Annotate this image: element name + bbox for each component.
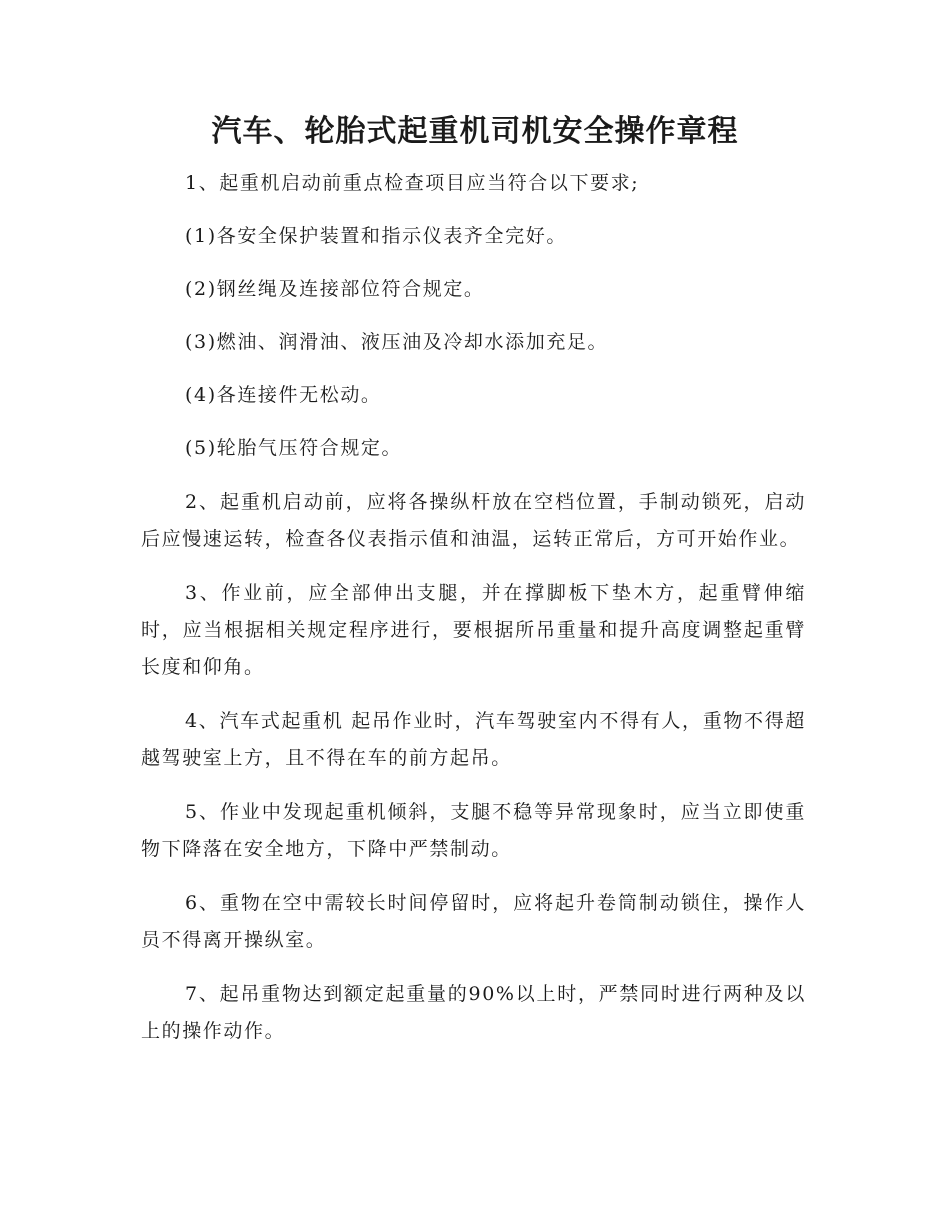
- sub-item-2: (2)钢丝绳及连接部位符合规定。: [185, 278, 485, 300]
- sub-item-1: (1)各安全保护装置和指示仪表齐全完好。: [185, 225, 567, 247]
- paragraph-6: 6、重物在空中需较长时间停留时，应将起升卷筒制动锁住，操作人员不得离开操纵室。: [141, 892, 806, 951]
- sub-item-4: (4)各连接件无松动。: [185, 384, 382, 406]
- paragraph-7: 7、起吊重物达到额定起重量的90%以上时，严禁同时进行两种及以上的操作动作。: [141, 983, 806, 1042]
- sub-item-5: (5)轮胎气压符合规定。: [185, 437, 403, 459]
- paragraph-1: 1、起重机启动前重点检查项目应当符合以下要求;: [185, 172, 640, 194]
- document-body: [141, 165, 806, 1050]
- paragraph-5: 5、作业中发现起重机倾斜，支腿不稳等异常现象时，应当立即使重物下降落在安全地方，下降中严禁制动。: [141, 801, 806, 860]
- sub-item-3: (3)燃油、润滑油、液压油及冷却水添加充足。: [185, 331, 609, 353]
- paragraph-3: 3、作业前，应全部伸出支腿，并在撑脚板下垫木方，起重臂伸缩时，应当根据相关规定程序进行，要根据所吊重量和提升高度调整起重臂长度和仰角。: [141, 582, 806, 678]
- paragraph-2: 2、起重机启动前，应将各操纵杆放在空档位置，手制动锁死，启动后应慢速运转，检查各仪表指示值和油温，运转正常后，方可开始作业。: [141, 491, 806, 550]
- paragraph-4: 4、汽车式起重机 起吊作业时，汽车驾驶室内不得有人，重物不得超越驾驶室上方，且不得在车的前方起吊。: [141, 710, 806, 769]
- document-title: 汽车、轮胎式起重机司机安全操作章程: [211, 114, 739, 149]
